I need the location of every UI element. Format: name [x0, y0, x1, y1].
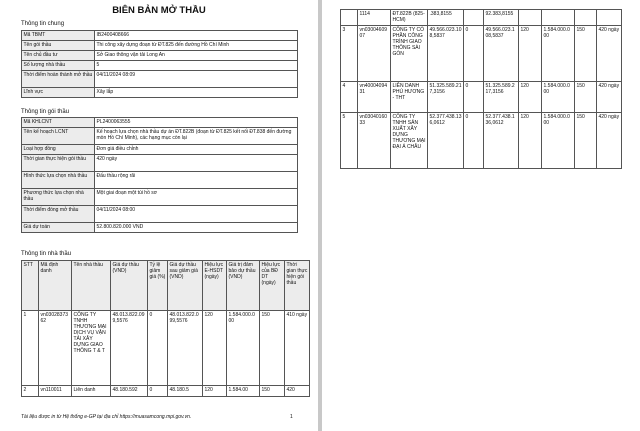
table-row [22, 311, 310, 386]
row-value: 420 ngày [95, 155, 298, 172]
table-cell: 1.584.00 [227, 386, 260, 397]
row-value: Một giai đoạn một túi hồ sơ [95, 189, 298, 206]
table-row [22, 155, 298, 172]
table-cell [464, 10, 484, 26]
table-cell: 49.566.023.108,5837 [484, 26, 519, 82]
table-cell: 1.584.000.000 [542, 26, 575, 82]
row-label: Mã TBMT [22, 31, 95, 41]
table-cell: 0 [464, 113, 484, 169]
table-row [22, 31, 298, 41]
table-row [22, 172, 298, 189]
table-row [22, 61, 298, 71]
table-cell: vn0304016033 [358, 113, 391, 169]
table-cell: 48.180.592 [111, 386, 148, 397]
row-label: Hình thức lựa chọn nhà thầu [22, 172, 95, 189]
table-cell [542, 10, 575, 26]
bidders-heading: Thông tin nhà thầu [21, 251, 72, 257]
package-info-table [21, 117, 298, 233]
table-cell: 49.566.023.108,5837 [428, 26, 464, 82]
column-header: Giá dự thầu sau giảm giá (VND) [168, 261, 203, 311]
table-cell: 48.013.822.099,5576 [168, 311, 203, 386]
general-info-heading: Thông tin chung [21, 21, 65, 27]
row-label: Thời gian thực hiện gói thầu [22, 155, 95, 172]
table-cell: 1.584.000.000 [542, 82, 575, 113]
row-label: Phương thức lựa chọn nhà thầu [22, 189, 95, 206]
table-cell: .383,8155 [428, 10, 464, 26]
table-row [22, 206, 298, 223]
table-cell: 1 [22, 311, 39, 386]
table-cell: CÔNG TY CỔ PHẦN CÔNG TRÌNH GIAO THÔNG SÀI GÒN [391, 26, 428, 82]
table-cell: LIÊN DANH PHÚ HƯƠNG - THT [391, 82, 428, 113]
table-cell: ĐT.822B (825-HCM) [391, 10, 428, 26]
table-cell: 48.013.822.099,5576 [111, 311, 148, 386]
table-cell: 0 [464, 82, 484, 113]
table-cell: 52.377.438.136,0612 [484, 113, 519, 169]
table-row [22, 51, 298, 61]
table-cell: 120 [203, 311, 227, 386]
row-value: Thi công xây dựng đoạn từ ĐT.825 đến đường Hồ Chí Minh [95, 41, 298, 51]
table-row [22, 223, 298, 233]
table-cell: 2 [22, 386, 39, 397]
table-cell: 120 [203, 386, 227, 397]
row-value: 04/11/2024 08:00 [95, 206, 298, 223]
row-value: Kế hoạch lựa chọn nhà thầu dự án ĐT.822B (đoạn từ ĐT.825 kết nối ĐT.838 đến đường mòn Hồ Chí Minh), các hạng mục còn lại [95, 128, 298, 145]
table-cell [519, 10, 542, 26]
footer-source: Tài liệu được in từ Hệ thống e-GP tại địa chỉ https://muasamcong.mpi.gov.vn. [21, 414, 192, 420]
row-label: Số lượng nhà thầu [22, 61, 95, 71]
row-label: Thời điểm đóng mở thầu [22, 206, 95, 223]
row-label: Lĩnh vực [22, 88, 95, 98]
table-cell: 3 [341, 26, 358, 82]
table-cell [597, 10, 622, 26]
table-cell: 150 [575, 26, 597, 82]
table-cell [341, 10, 358, 26]
table-cell: 420 ngày [597, 82, 622, 113]
row-label: Mã KHLCNT [22, 118, 95, 128]
row-label: Tên kế hoạch LCNT [22, 128, 95, 145]
table-cell: 5 [341, 113, 358, 169]
table-cell: 150 [260, 311, 285, 386]
column-header: Hiệu lực E-HSDT (ngày) [203, 261, 227, 311]
table-row [22, 145, 298, 155]
table-cell: CÔNG TY TNHH SẢN XUẤT XÂY DỰNG THƯƠNG MẠI ĐẠI Á CHÂU [391, 113, 428, 169]
document-page-1 [0, 0, 318, 431]
table-cell: 48.180.5 [168, 386, 203, 397]
table-row [341, 10, 622, 26]
row-value: Xây lắp [95, 88, 298, 98]
row-value: 52.800.820.000 VND [95, 223, 298, 233]
table-row [22, 41, 298, 51]
table-cell: 51.325.589.217,3156 [428, 82, 464, 113]
table-cell: 51.325.589.217,3156 [484, 82, 519, 113]
table-row [22, 88, 298, 98]
table-cell: 120 [519, 26, 542, 82]
row-value: 5 [95, 61, 298, 71]
table-cell: 120 [519, 82, 542, 113]
row-label: Loại hợp đồng [22, 145, 95, 155]
row-value: PL2400063555 [95, 118, 298, 128]
table-cell: 420 [285, 386, 310, 397]
table-cell: 92.383,8155 [484, 10, 519, 26]
table-cell: 150 [575, 82, 597, 113]
row-value: Đấu thầu rộng rãi [95, 172, 298, 189]
general-info-table [21, 30, 298, 98]
table-cell: 420 ngày [597, 26, 622, 82]
column-header: Mã định danh [39, 261, 72, 311]
column-header: Giá trị đảm bảo dự thầu (VND) [227, 261, 260, 311]
table-row [341, 26, 622, 82]
table-cell: CÔNG TY TNHH THƯƠNG MẠI DỊCH VỤ VẬN TẢI XÂY DỰNG GIAO THÔNG T & T [72, 311, 111, 386]
table-cell: 420 ngày [597, 113, 622, 169]
table-cell: 1.584.000.000 [227, 311, 260, 386]
table-cell: 410 ngày [285, 311, 310, 386]
row-value: Sở Giao thông vận tải Long An [95, 51, 298, 61]
document-page-2 [322, 0, 640, 431]
row-label: Tên chủ đầu tư [22, 51, 95, 61]
column-header: Thời gian thực hiện gói thầu [285, 261, 310, 311]
row-value: Đơn giá điều chỉnh [95, 145, 298, 155]
table-row [22, 386, 310, 397]
table-row [341, 82, 622, 113]
table-cell: 0 [148, 386, 168, 397]
table-cell: vn0300460907 [358, 26, 391, 82]
table-cell [575, 10, 597, 26]
table-cell: 120 [519, 113, 542, 169]
table-cell: vn0302837362 [39, 311, 72, 386]
table-cell: 1114 [358, 10, 391, 26]
table-cell: 0 [464, 26, 484, 82]
row-label: Tên gói thầu [22, 41, 95, 51]
table-cell: 52.377.438.136,0612 [428, 113, 464, 169]
table-row [341, 113, 622, 169]
bidders-table-continued [340, 9, 622, 169]
document-title: BIÊN BẢN MỞ THẦU [112, 5, 206, 16]
table-cell: 1.584.000.000 [542, 113, 575, 169]
column-header: Giá dự thầu (VND) [111, 261, 148, 311]
column-header: Tỷ lệ giảm giá (%) [148, 261, 168, 311]
column-header: Hiệu lực của BĐ DT (ngày) [260, 261, 285, 311]
table-row [22, 189, 298, 206]
table-cell: 0 [148, 311, 168, 386]
column-header: STT [22, 261, 39, 311]
table-row [22, 71, 298, 88]
package-info-heading: Thông tin gói thầu [21, 109, 70, 115]
row-value: 04/11/2024 08:09 [95, 71, 298, 88]
page-number: 1 [290, 414, 293, 420]
bidders-table [21, 260, 310, 397]
table-row [22, 118, 298, 128]
row-label: Thời điểm hoàn thành mở thầu [22, 71, 95, 88]
table-cell: 4 [341, 82, 358, 113]
table-cell: 150 [575, 113, 597, 169]
table-row [22, 128, 298, 145]
table-cell: vn4000409431 [358, 82, 391, 113]
table-cell: 150 [260, 386, 285, 397]
column-header: Tên nhà thầu [72, 261, 111, 311]
table-cell: vn110011 [39, 386, 72, 397]
row-value: IB2400408666 [95, 31, 298, 41]
row-label: Giá dự toán [22, 223, 95, 233]
table-cell: Liên danh [72, 386, 111, 397]
